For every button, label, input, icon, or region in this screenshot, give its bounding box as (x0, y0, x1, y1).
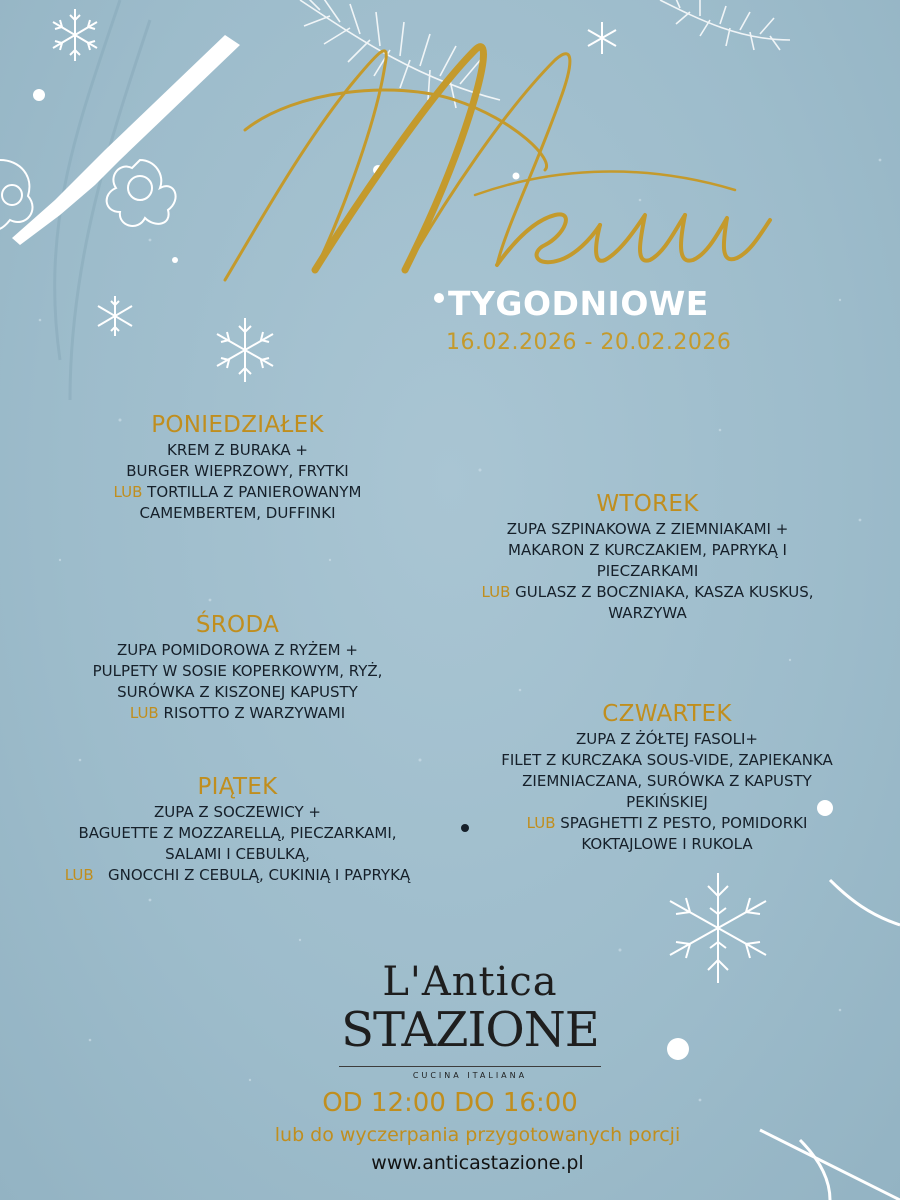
logo-divider (339, 1066, 601, 1067)
day-tuesday (470, 489, 825, 624)
logo-line2: STAZIONE (341, 1002, 599, 1058)
day-friday (30, 772, 445, 886)
availability-note: lub do wyczerpania przygotowanych porcji (274, 1124, 681, 1146)
day-monday (80, 410, 395, 524)
day-name: PIĄTEK (197, 774, 278, 800)
day-name: PONIEDZIAŁEK (151, 412, 324, 438)
white-branch (12, 35, 240, 245)
branch-lines (55, 0, 150, 400)
or-label: LUB (481, 583, 511, 601)
dish-line-alt: LUB RISOTTO Z WARZYWAMI (129, 704, 346, 722)
day-thursday (462, 699, 872, 855)
opening-hours: OD 12:00 DO 16:00 (322, 1088, 578, 1118)
dish-line: BAGUETTE Z MOZZARELLĄ, PIECZARKAMI, (78, 824, 397, 842)
dish-line: SALAMI I CEBULKĄ, (165, 845, 310, 863)
logo-line1: L'Antica (382, 959, 558, 1005)
day-name: ŚRODA (195, 612, 280, 638)
day-wednesday (60, 610, 415, 724)
dish-line: FILET Z KURCZAKA SOUS-VIDE, ZAPIEKANKA (501, 751, 833, 769)
dish-line-alt: LUB GULASZ Z BOCZNIAKA, KASZA KUSKUS, (481, 583, 814, 601)
dish-line: PIECZARKAMI (596, 562, 699, 580)
dish-line-alt: LUB TORTILLA Z PANIEROWANYM (113, 483, 362, 501)
dish-line: KREM Z BURAKA + (166, 441, 308, 459)
dish-line: SURÓWKA Z KISZONEJ KAPUSTY (117, 683, 358, 701)
website-link[interactable]: www.anticastazione.pl (371, 1152, 584, 1174)
or-label: LUB (526, 814, 556, 832)
or-label: LUB (113, 483, 143, 501)
dish-line-alt: LUB GNOCCHI Z CEBULĄ, CUKINIĄ I PAPRYKĄ (64, 866, 411, 884)
dish-line: ZUPA Z ŻÓŁTEJ FASOLI+ (576, 730, 758, 748)
day-name: CZWARTEK (602, 701, 732, 727)
or-label: LUB (129, 704, 159, 722)
menu-subtitle: TYGODNIOWE (448, 284, 709, 323)
dish-line: ZUPA POMIDOROWA Z RYŻEM + (117, 641, 358, 659)
dish-line: BURGER WIEPRZOWY, FRYTKI (126, 462, 349, 480)
day-name: WTOREK (596, 491, 699, 517)
dish-line: ZIEMNIACZANA, SURÓWKA Z KAPUSTY (522, 772, 812, 790)
dish-line: CAMEMBERTEM, DUFFINKI (139, 504, 336, 522)
dish-line: PULPETY W SOSIE KOPERKOWYM, RYŻ, (92, 662, 383, 680)
flower-outlines (0, 160, 176, 229)
dish-line: MAKARON Z KURCZAKIEM, PAPRYKĄ I (508, 541, 787, 559)
dish-line-alt: LUB SPAGHETTI Z PESTO, POMIDORKI (526, 814, 808, 832)
or-label: LUB (64, 866, 94, 884)
logo-tagline: CUCINA ITALIANA (412, 1071, 528, 1080)
dish-line: PEKIŃSKIEJ (626, 793, 708, 811)
dish-line: ZUPA SZPINAKOWA Z ZIEMNIAKAMI + (506, 520, 789, 538)
dish-line: ZUPA Z SOCZEWICY + (154, 803, 321, 821)
menu-dates: 16.02.2026 - 20.02.2026 (446, 330, 732, 355)
restaurant-logo (330, 960, 610, 1080)
menu-script-title (215, 20, 775, 320)
dish-line: KOKTAJLOWE I RUKOLA (581, 835, 753, 853)
dish-line: WARZYWA (608, 604, 687, 622)
